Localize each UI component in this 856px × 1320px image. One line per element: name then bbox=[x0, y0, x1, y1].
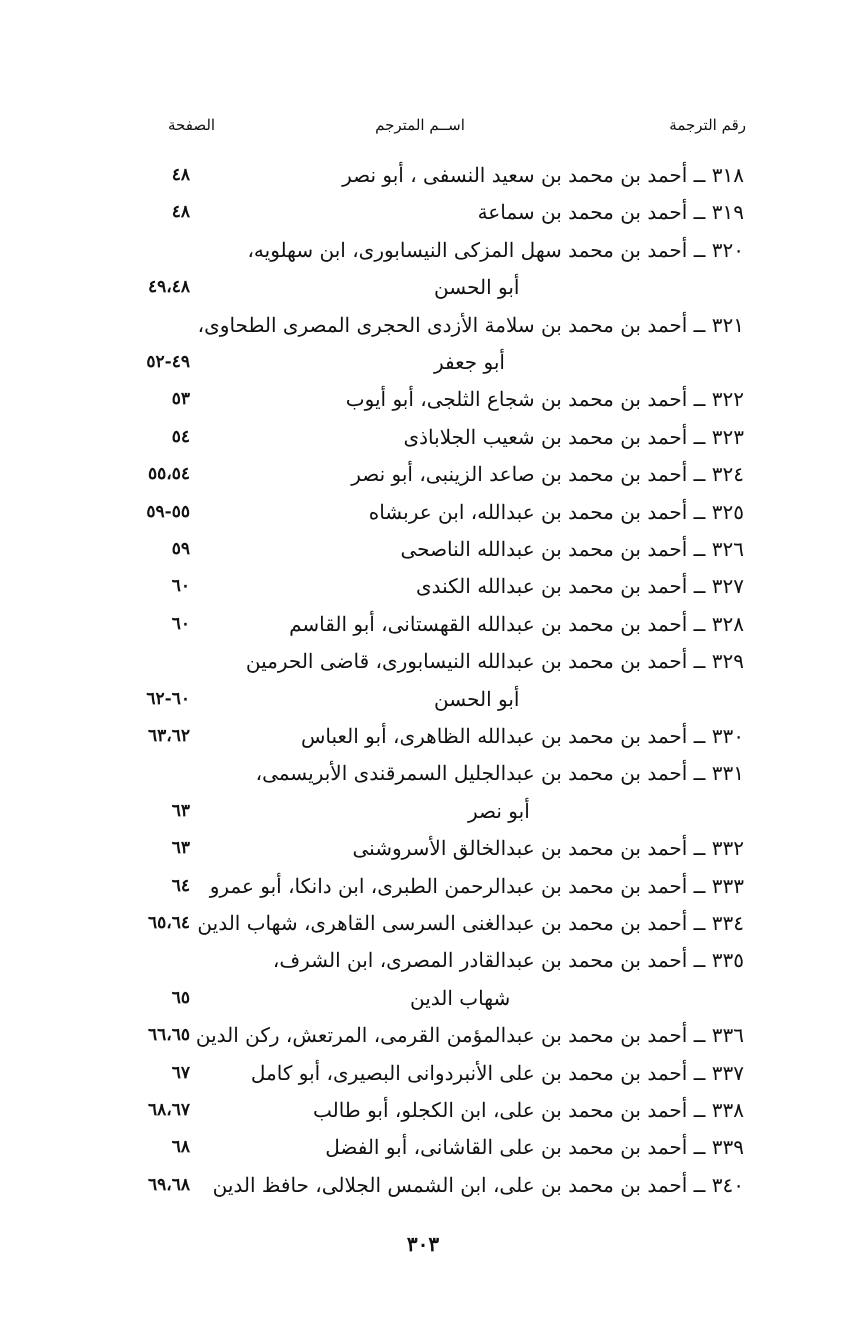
entry-name: ٣٤٠ ــ أحمد بن محمد بن على، ابن الشمس الجلالى، حافظ الدين bbox=[212, 1172, 744, 1197]
entry-name: أبو جعفر bbox=[434, 350, 505, 374]
entry-page: ٤٨ bbox=[171, 165, 190, 185]
index-row bbox=[0, 906, 856, 940]
entry-name: ٣٢٥ ــ أحمد بن محمد بن عبدالله، ابن عربشاه bbox=[368, 499, 744, 524]
entry-name: أبو الحسن bbox=[434, 686, 520, 711]
index-row bbox=[0, 308, 856, 342]
entry-page: ٦٠-٦٢ bbox=[146, 688, 190, 709]
entry-name: شهاب الدين bbox=[410, 985, 511, 1010]
index-row bbox=[0, 495, 856, 529]
entry-page: ٥٤ bbox=[171, 426, 190, 447]
entry-name: ٣١٨ ــ أحمد بن محمد بن سعيد النسفى ، أبو نصر bbox=[342, 163, 744, 187]
entry-name: ٣٢٧ ــ أحمد بن محمد بن عبدالله الكندى bbox=[415, 574, 744, 599]
entry-page: ٥٥-٥٩ bbox=[146, 501, 190, 522]
entry-name: ٣٣٥ ــ أحمد بن محمد بن عبدالقادر المصرى، ابن الشرف، bbox=[272, 948, 744, 973]
index-row bbox=[0, 420, 856, 454]
entry-name: أبو الحسن bbox=[434, 275, 520, 300]
entry-page: ٥٣ bbox=[171, 389, 190, 410]
entry-page: ٦٣ bbox=[171, 800, 190, 821]
index-row bbox=[0, 345, 856, 379]
index-row bbox=[0, 457, 856, 491]
entry-page: ٤٩-٥٢ bbox=[146, 352, 190, 372]
index-row bbox=[0, 1056, 856, 1090]
entry-name: ٣٣٣ ــ أحمد بن محمد بن عبدالرحمن الطبرى، ابن دانكا، أبو عمرو bbox=[209, 873, 744, 898]
index-row bbox=[0, 569, 856, 603]
entry-name: ٣٢٩ ــ أحمد بن محمد بن عبدالله النيسابورى، قاضى الحرمين bbox=[245, 649, 744, 674]
index-row bbox=[0, 1093, 856, 1127]
index-row bbox=[0, 794, 856, 828]
entry-name: ٣١٩ ــ أحمد بن محمد بن سماعة bbox=[477, 200, 744, 225]
index-row bbox=[0, 981, 856, 1015]
entry-page: ٦٨،٦٧ bbox=[147, 1100, 190, 1120]
entry-name: ٣٣٢ ــ أحمد بن محمد بن عبدالخالق الأسروشنى bbox=[352, 836, 744, 861]
column-header-name: اســم المترجم bbox=[375, 116, 465, 134]
entry-name: ٣٣٧ ــ أحمد بن محمد بن على الأنبردوانى البصيرى، أبو كامل bbox=[250, 1060, 744, 1085]
index-row bbox=[0, 943, 856, 977]
index-row bbox=[0, 195, 856, 229]
index-row bbox=[0, 270, 856, 304]
column-header-page: الصفحة bbox=[168, 116, 216, 134]
entry-page: ٦٩،٦٨ bbox=[147, 1174, 190, 1195]
entry-page: ٦٧ bbox=[171, 1062, 190, 1083]
entry-page: ٦٤ bbox=[171, 875, 190, 896]
entry-name: ٣٢٣ ــ أحمد بن محمد بن شعيب الجلاباذى bbox=[403, 424, 744, 449]
column-header-entry-number: رقم الترجمة bbox=[669, 116, 746, 134]
entry-page: ٤٨ bbox=[171, 202, 190, 223]
entry-name: ٣٣٨ ــ أحمد بن محمد بن على، ابن الكجلو، أبو طالب bbox=[312, 1098, 744, 1122]
index-row bbox=[0, 1168, 856, 1202]
entry-name: ٣٣٩ ــ أحمد بن محمد بن على القاشانى، أبو الفضل bbox=[325, 1135, 744, 1160]
index-row bbox=[0, 644, 856, 678]
entry-name: ٣٢٨ ــ أحمد بن محمد بن عبدالله القهستانى، أبو القاسم bbox=[289, 611, 744, 636]
entry-name: ٣٢٤ ــ أحمد بن محمد بن صاعد الزينبى، أبو نصر bbox=[351, 462, 744, 487]
entry-page: ٦٠ bbox=[171, 613, 190, 634]
entry-name: ٣٢٠ ــ أحمد بن محمد سهل المزكى النيسابورى، ابن سهلويه، bbox=[247, 237, 744, 262]
entry-page: ٦٥،٦٤ bbox=[147, 913, 190, 933]
index-row bbox=[0, 756, 856, 790]
entry-page: ٦٣ bbox=[171, 838, 190, 859]
entry-page: ٥٥،٥٤ bbox=[147, 464, 190, 485]
entry-page: ٥٩ bbox=[171, 539, 190, 559]
entry-page: ٦٠ bbox=[171, 576, 190, 597]
entry-name: ٣٣٤ ــ أحمد بن محمد بن عبدالغنى السرسى القاهرى، شهاب الدين bbox=[197, 911, 744, 935]
index-row bbox=[0, 532, 856, 566]
index-row bbox=[0, 233, 856, 267]
page-number: ٣٠٣ bbox=[406, 1232, 440, 1256]
entry-page: ٤٩،٤٨ bbox=[147, 277, 190, 298]
index-row bbox=[0, 719, 856, 753]
entry-name: ٣٣١ ــ أحمد بن محمد بن عبدالجليل السمرقندى الأبريسمى، bbox=[255, 761, 744, 786]
entry-name: ٣٣٦ ــ أحمد بن محمد بن عبدالمؤمن القرمى، المرتعش، ركن الدين bbox=[195, 1023, 744, 1048]
index-row bbox=[0, 607, 856, 641]
index-row bbox=[0, 1130, 856, 1164]
entry-name: ٣٣٠ ــ أحمد بن محمد بن عبدالله الظاهرى، أبو العباس bbox=[300, 724, 744, 748]
index-row bbox=[0, 831, 856, 865]
entry-name: ٣٢١ ــ أحمد بن محمد بن سلامة الأزدى الحجرى المصرى الطحاوى، bbox=[197, 312, 744, 337]
index-row bbox=[0, 158, 856, 192]
entry-page: ٦٥ bbox=[171, 987, 190, 1008]
entry-name: ٣٢٦ ــ أحمد بن محمد بن عبدالله الناصحى bbox=[400, 537, 744, 561]
index-row bbox=[0, 869, 856, 903]
entry-name: ٣٢٢ ــ أحمد بن محمد بن شجاع الثلجى، أبو أيوب bbox=[345, 387, 744, 412]
entry-page: ٦٣،٦٢ bbox=[147, 726, 190, 746]
index-row bbox=[0, 1018, 856, 1052]
entry-page: ٦٦،٦٥ bbox=[147, 1025, 190, 1046]
index-row bbox=[0, 382, 856, 416]
index-row bbox=[0, 682, 856, 716]
entry-name: أبو نصر bbox=[468, 798, 530, 823]
entry-page: ٦٨ bbox=[171, 1137, 190, 1158]
